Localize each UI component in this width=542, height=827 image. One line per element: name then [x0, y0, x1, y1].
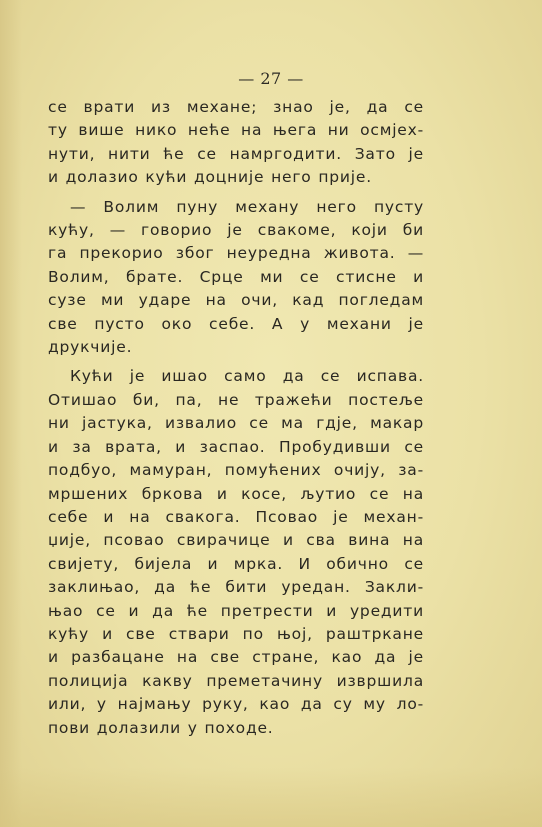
- text-line: друкчије.: [48, 338, 133, 357]
- text-line: и долазио кући доцније него прије.: [48, 168, 372, 187]
- page-number: — 27 —: [238, 69, 304, 88]
- text-line: џије, псовао свирачице и сва вина на: [48, 531, 424, 550]
- text-line: заклињао, да ће бити уредан. Закли-: [48, 578, 424, 597]
- text-line: Волим, брате. Срце ми се стисне и: [48, 267, 424, 286]
- paragraph-3: [48, 365, 424, 740]
- text-line: свијету, бијела и мрка. И обично се: [48, 554, 424, 573]
- text-line: и за врата, и заспао. Пробудивши се: [48, 437, 424, 456]
- text-line: кућу и све ствари по њој, раштркане: [48, 624, 424, 643]
- text-line: пови долазили у походе.: [48, 718, 274, 737]
- body-text: [48, 96, 424, 746]
- text-line: — Волим пуну механу него пусту: [70, 197, 424, 216]
- text-line: и разбацане на све стране, као да је: [48, 648, 424, 667]
- paragraph-1: [48, 96, 424, 190]
- text-line: Кући је ишао само да се испава.: [70, 367, 424, 386]
- text-line: се врати из механе; знао је, да се: [48, 98, 424, 116]
- text-line: полиција какву преметачину извршила: [48, 671, 424, 690]
- text-line: кућу, — говорио је свакоме, који би: [48, 221, 424, 240]
- text-line: мршених бркова и косе, љутио се на: [48, 484, 424, 503]
- text-line: све пусто око себе. А у механи је: [48, 314, 424, 333]
- text-line: Отишао би, па, не тражећи постеље: [48, 390, 424, 409]
- text-line: нути, нити ће се намргодити. Зато је: [48, 144, 424, 163]
- text-line: ни јастука, извалио се ма гдје, макар: [48, 414, 424, 433]
- text-line: или, у најмању руку, као да су му ло-: [48, 695, 424, 714]
- text-line: њао се и да ће претрести и уредити: [48, 601, 424, 620]
- text-line: ту више нико неће на њега ни осмјех-: [48, 121, 424, 140]
- paragraph-2: [48, 196, 424, 360]
- text-line: га прекорио због неуредна живота. —: [48, 244, 424, 263]
- text-line: сузе ми ударе на очи, кад погледам: [48, 291, 424, 310]
- text-line: себе и на свакога. Псовао је механ-: [48, 507, 424, 526]
- text-line: подбуо, мамуран, помућених очију, за-: [48, 461, 424, 480]
